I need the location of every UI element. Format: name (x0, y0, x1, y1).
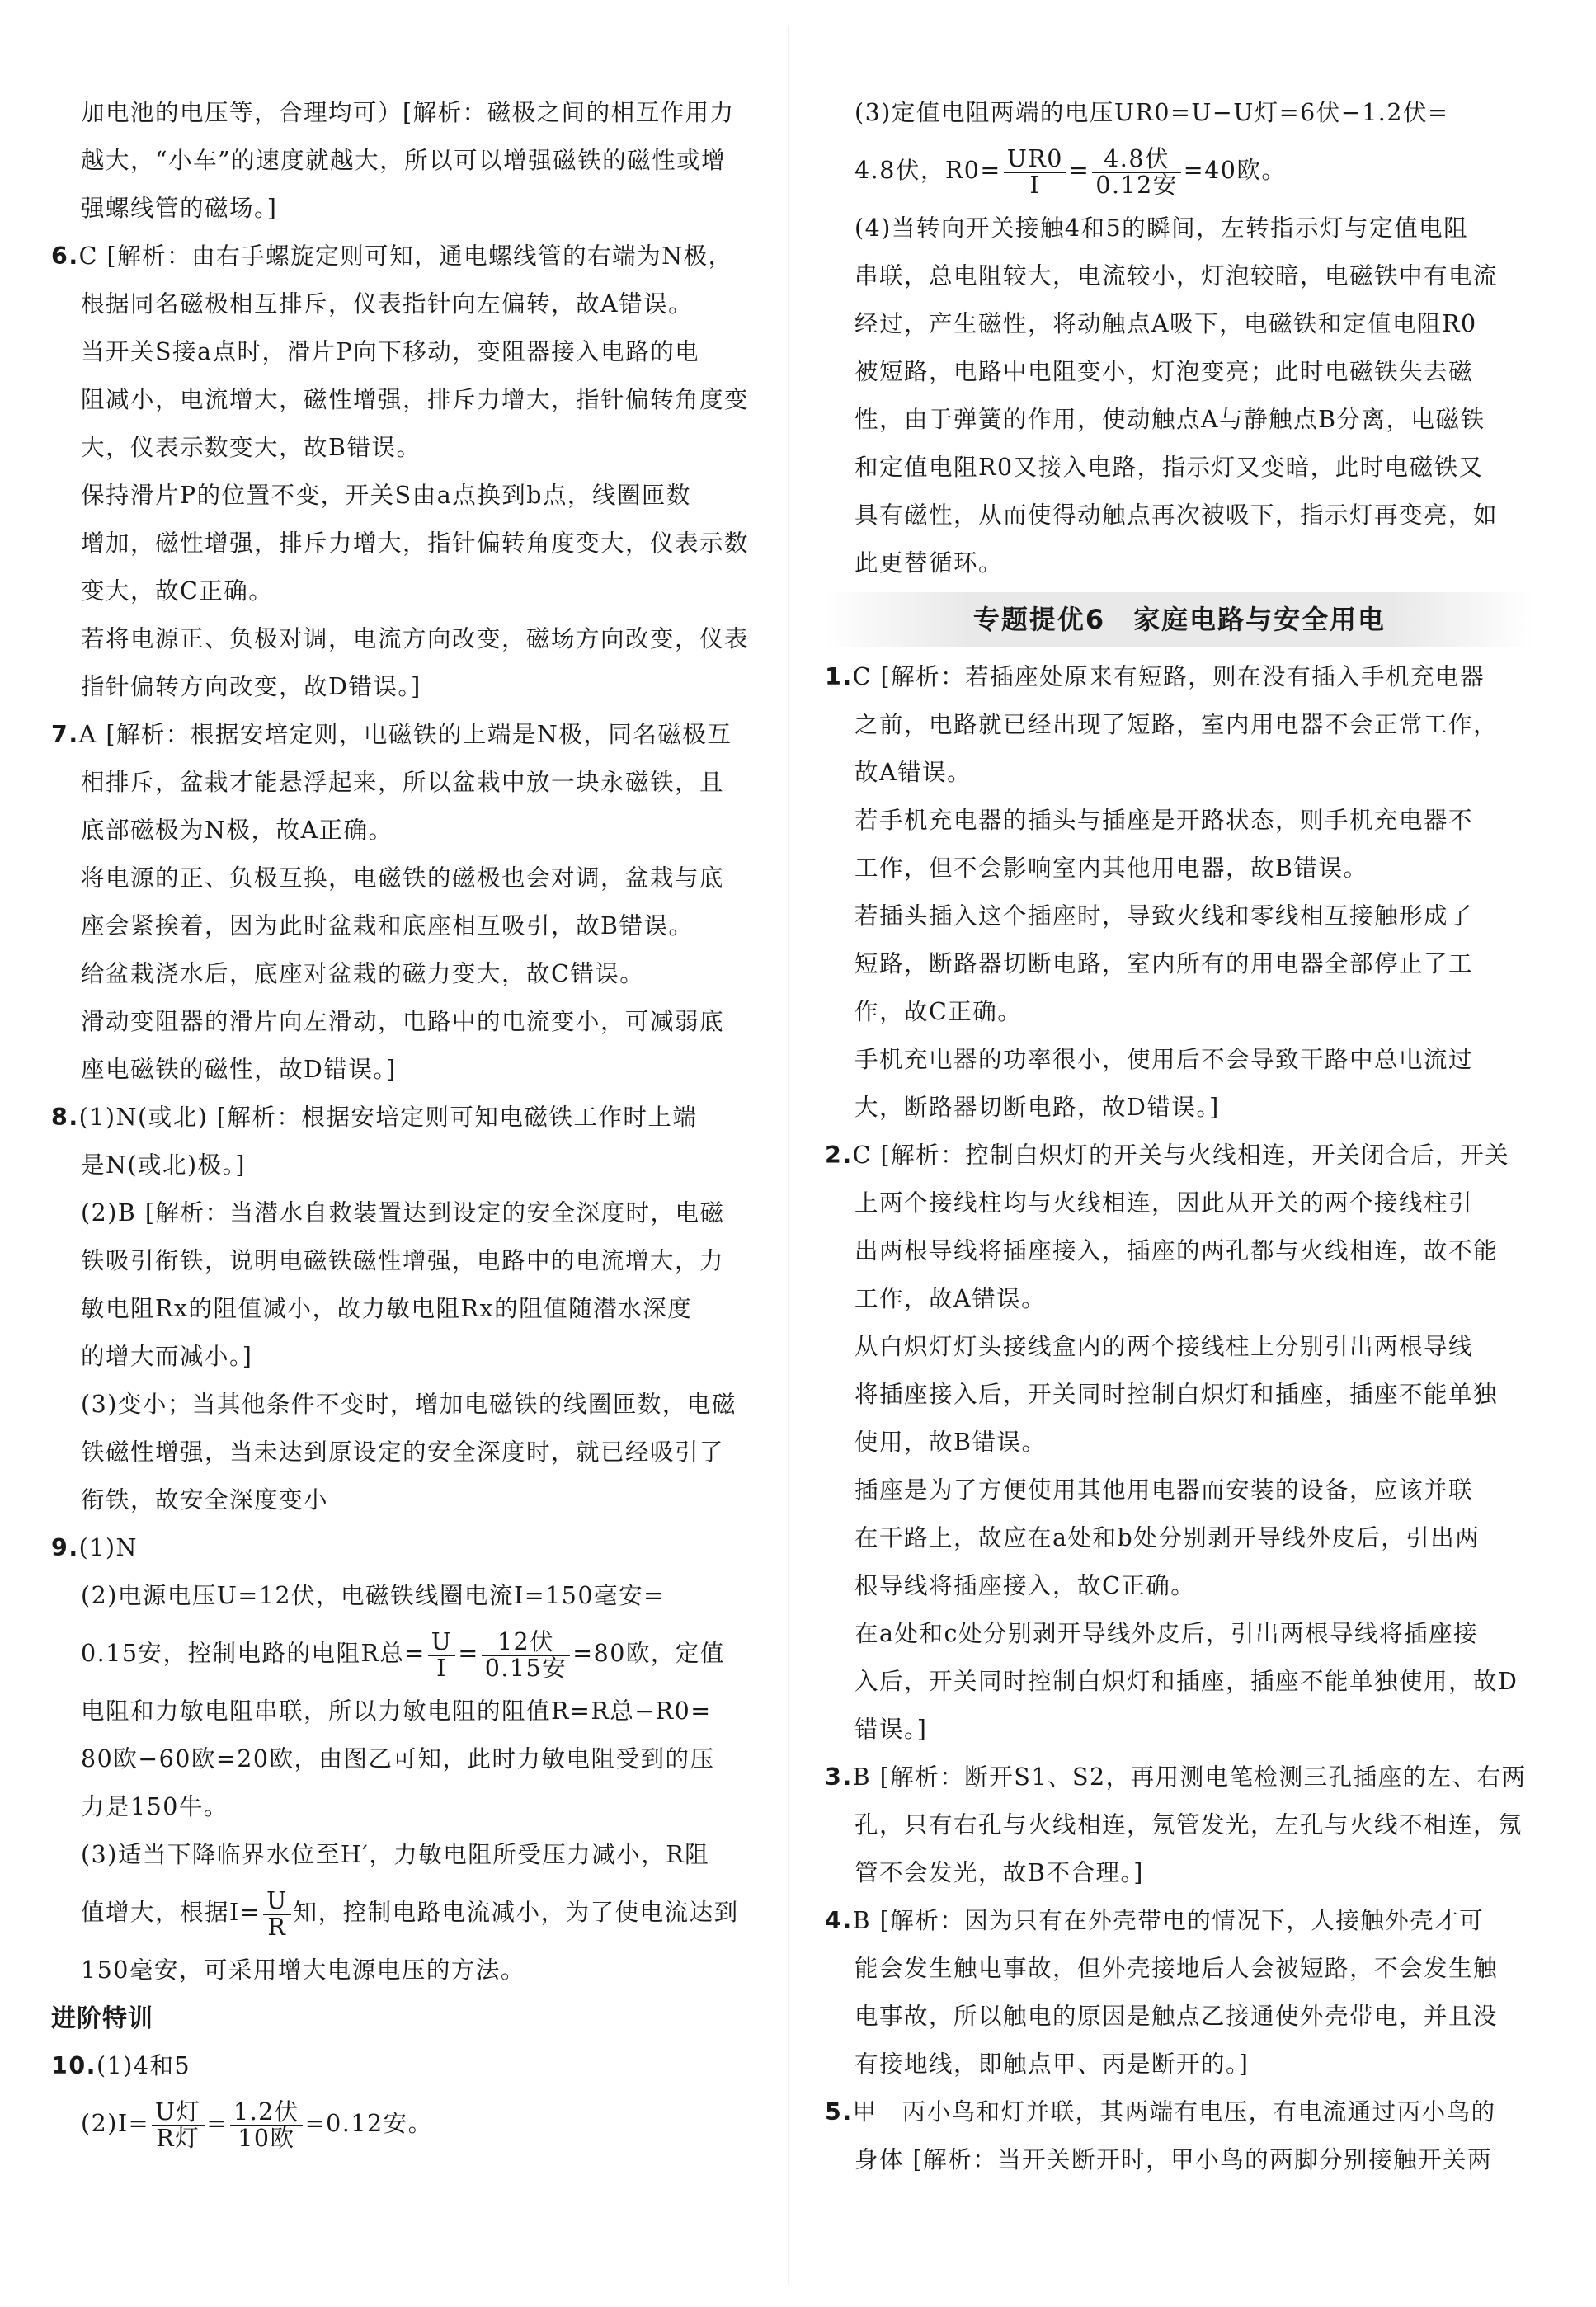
answer-line: 阻减小，电流增大，磁性增强，排斥力增大，指针偏转角度变 (81, 386, 750, 413)
question-number: 9. (51, 1534, 79, 1561)
answer-line: 故A错误。 (854, 759, 972, 786)
question-number: 3. (825, 1763, 853, 1791)
question-10-continued (825, 89, 1534, 587)
answer-line: 串联，总电阻较大，电流较小，灯泡较暗，电磁铁中有电流 (854, 262, 1499, 290)
answer-line: 80欧−60欧=20欧，由图乙可知，此时力敏电阻受到的压 (81, 1745, 715, 1773)
answer-line: 保持滑片P的位置不变，开关S由a点换到b点，线圈匝数 (81, 482, 691, 509)
formula-text: = (206, 2110, 228, 2137)
answer-line: (2)电源电压U=12伏，电磁铁线圈电流I=150毫安= (81, 1582, 665, 1609)
fraction-denominator: I (1029, 171, 1041, 199)
fraction (263, 1886, 291, 1941)
answer-line: 使用，故B错误。 (854, 1429, 1047, 1456)
question-7 (51, 711, 752, 1094)
answer-line: (3)变小；当其他条件不变时，增加电磁铁的线圈匝数，电磁 (81, 1391, 737, 1418)
cont-line: 强螺线管的磁场。] (81, 195, 278, 222)
question-number: 4. (825, 1907, 853, 1934)
topic-heading: 专题提优6 家庭电路与安全用电 (825, 592, 1534, 647)
answer-line: 指针偏转方向改变，故D错误。] (81, 673, 421, 700)
formula-text: =0.12安。 (304, 2110, 433, 2137)
answer-line: 相排斥，盆栽才能悬浮起来，所以盆栽中放一块永磁铁，且 (81, 769, 725, 796)
formula-text: 知，控制电路电流减小，为了使电流达到 (293, 1899, 739, 1926)
answer-line: 150毫安，可采用增大电源电压的方法。 (81, 1956, 525, 1984)
fraction-numerator: U (428, 1630, 456, 1656)
question-9 (51, 1524, 752, 1994)
fraction (1092, 144, 1180, 199)
answer-line: 根导线将插座接入，故C正确。 (854, 1572, 1196, 1599)
answer-line: 入后，开关同时控制白炽灯和插座，插座不能单独使用，故D (854, 1668, 1518, 1695)
answer-line: C [解析：由右手螺旋定则可知，通电螺线管的右端为N极， (78, 242, 733, 270)
answer-line: 管不会发光，故B不合理。] (854, 1859, 1144, 1886)
fraction-numerator: 4.8伏 (1092, 147, 1180, 173)
answer-line: 是N(或北)极。] (81, 1151, 247, 1179)
answer-line: 和定值电阻R0又接入电路，指示灯又变暗，此时电磁铁又 (854, 454, 1484, 481)
answer-line: 将插座接入后，开关同时控制白炽灯和插座，插座不能单独 (854, 1381, 1499, 1408)
answer-line: 从白炽灯灯头接线盒内的两个接线柱上分别引出两根导线 (854, 1333, 1474, 1360)
answer-line: 座会紧挨着，因为此时盆栽和底座相互吸引，故B错误。 (81, 912, 694, 939)
answer-line: (1)N(或北) [解析：根据安培定则可知电磁铁工作时上端 (78, 1104, 698, 1131)
fraction (230, 2097, 303, 2152)
formula-line (51, 1620, 752, 1688)
answer-line: 之前，电路就已经出现了短路，室内用电器不会正常工作， (854, 711, 1499, 738)
answer-line: (3)适当下降临界水位至H′，力敏电阻所受压力减小，R阻 (81, 1841, 710, 1868)
question-number: 5. (825, 2098, 853, 2126)
answer-line: 若将电源正、负极对调，电流方向改变，磁场方向改变，仪表 (81, 625, 750, 652)
formula-text: = (458, 1640, 479, 1667)
answer-line: 底部磁极为N极，故A正确。 (81, 817, 393, 844)
left-column (51, 89, 752, 2158)
answer-line: 将电源的正、负极互换，电磁铁的磁极也会对调，盆栽与底 (81, 864, 725, 892)
fraction-numerator: U (263, 1889, 291, 1915)
answer-line: (2)B [解析：当潜水自救装置达到设定的安全深度时，电磁 (81, 1199, 725, 1226)
answer-line: C [解析：若插座处原来有短路，则在没有插入手机充电器 (852, 663, 1485, 690)
fraction-numerator: UR0 (1004, 147, 1066, 173)
formula-line (51, 2090, 752, 2158)
answer-line: 若手机充电器的插头与插座是开路状态，则手机充电器不 (854, 807, 1474, 834)
answer-line: 工作，故A错误。 (854, 1285, 1047, 1312)
fraction-denominator: R灯 (156, 2124, 200, 2152)
question-number: 6. (51, 242, 79, 270)
answer-line: (1)4和5 (97, 2052, 191, 2079)
answer-line: 的增大而减小。] (81, 1343, 253, 1370)
answer-line: 当开关S接a点时，滑片P向下移动，变阻器接入电路的电 (81, 338, 700, 365)
formula-line (51, 1879, 752, 1947)
formula-text: =40欧。 (1183, 157, 1287, 184)
question-number: 2. (825, 1142, 853, 1169)
formula-line (825, 137, 1534, 205)
fraction-denominator: R (267, 1913, 287, 1941)
fraction (482, 1627, 570, 1682)
answer-line: 变大，故C正确。 (81, 577, 274, 605)
question-8 (51, 1094, 752, 1524)
question-r4 (825, 1897, 1534, 2088)
fraction-denominator: I (436, 1654, 447, 1682)
question-6 (51, 233, 752, 711)
answer-line: 上两个接线柱均与火线相连，因此从开关的两个接线柱引 (854, 1189, 1474, 1217)
right-column (825, 89, 1534, 2184)
answer-line: 力是150牛。 (81, 1793, 228, 1820)
fraction-numerator: 1.2伏 (230, 2100, 303, 2126)
answer-line: 作，故C正确。 (854, 998, 1023, 1025)
cont-line: 加电池的电压等，合理均可）[解析：磁极之间的相互作用力 (81, 99, 735, 126)
cont-line: 越大，“小车”的速度就越大，所以可以增强磁铁的磁性或增 (81, 147, 727, 174)
answer-line: 性，由于弹簧的作用，使动触点A与静触点B分离，电磁铁 (854, 406, 1485, 433)
formula-text: 值增大，根据I= (81, 1899, 261, 1926)
answer-line: (1)N (78, 1534, 138, 1561)
answer-line: 电事故，所以触电的原因是触点乙接通使外壳带电，并且没 (854, 2003, 1499, 2030)
answer-line: 此更替循环。 (854, 549, 1004, 577)
question-10 (51, 2042, 752, 2158)
answer-line: 若插头插入这个插座时，导致火线和零线相互接触形成了 (854, 902, 1474, 930)
answer-line: 在干路上，故应在a处和b处分别剥开导线外皮后，引出两 (854, 1524, 1481, 1551)
answer-line: 增加，磁性增强，排斥力增大，指针偏转角度变大，仪表示数 (81, 530, 750, 557)
answer-line: (3)定值电阻两端的电压UR0=U−U灯=6伏−1.2伏= (854, 99, 1449, 126)
answer-line: (4)当转向开关接触4和5的瞬间，左转指示灯与定值电阻 (854, 214, 1469, 242)
formula-text: =80欧，定值 (572, 1640, 725, 1667)
answer-line: 手机充电器的功率很小，使用后不会导致干路中总电流过 (854, 1046, 1474, 1073)
answer-line: A [解析：根据安培定则，电磁铁的上端是N极，同名磁极互 (78, 721, 732, 748)
answer-line: 大，仪表示数变大，故B错误。 (81, 434, 421, 461)
fraction-numerator: U灯 (152, 2100, 205, 2126)
question-r5 (825, 2088, 1534, 2184)
question-number: 8. (51, 1104, 79, 1131)
answer-line: 具有磁性，从而使得动触点再次被吸下，指示灯再变亮，如 (854, 501, 1499, 529)
answer-line: 甲 丙小鸟和灯并联，其两端有电压，有电流通过丙小鸟的 (852, 2098, 1496, 2126)
question-r1 (825, 653, 1534, 1132)
question-number: 7. (51, 721, 79, 748)
fraction-denominator: 0.12安 (1095, 171, 1178, 199)
answer-line: B [解析：因为只有在外壳带电的情况下，人接触外壳才可 (852, 1907, 1485, 1934)
fraction (1004, 144, 1066, 199)
answer-line: 插座是为了方便使用其他用电器而安装的设备，应该并联 (854, 1476, 1474, 1504)
answer-line: 在a处和c处分别剥开导线外皮后，引出两根导线将插座接 (854, 1620, 1478, 1647)
fraction (152, 2097, 205, 2152)
answer-line: 敏电阻Rx的阻值减小，故力敏电阻Rx的阻值随潜水深度 (81, 1295, 693, 1322)
answer-line: 铁磁性增强，当未达到原设定的安全深度时，就已经吸引了 (81, 1438, 725, 1466)
answer-line: 出两根导线将插座接入，插座的两孔都与火线相连，故不能 (854, 1237, 1499, 1264)
question-r3 (825, 1754, 1534, 1897)
answer-line: 孔，只有右孔与火线相连，氖管发光，左孔与火线不相连，氖 (854, 1811, 1523, 1839)
fraction-denominator: 0.15安 (484, 1654, 567, 1682)
answer-line: 经过，产生磁性，将动触点A吸下，电磁铁和定值电阻R0 (854, 310, 1477, 337)
fraction-denominator: 10欧 (238, 2124, 295, 2152)
formula-text: 4.8伏，R0= (854, 157, 1001, 184)
answer-line: 身体 [解析：当开关断开时，甲小鸟的两脚分别接触开关两 (854, 2146, 1493, 2173)
answer-line: B [解析：断开S1、S2，再用测电笔检测三孔插座的左、右两 (852, 1763, 1527, 1791)
answer-line: 能会发生触电事故，但外壳接地后人会被短路，不会发生触 (854, 1955, 1499, 1982)
answer-line: 短路，断路器切断电路，室内所有的用电器全部停止了工 (854, 950, 1474, 977)
answer-line: 铁吸引衔铁，说明电磁铁磁性增强，电路中的电流增大，力 (81, 1247, 725, 1274)
answer-line: 根据同名磁极相互排斥，仪表指针向左偏转，故A错误。 (81, 290, 694, 318)
answer-line: 电阻和力敏电阻串联，所以力敏电阻的阻值R=R总−R0= (81, 1697, 712, 1725)
answer-line: 衔铁，故安全深度变小 (81, 1486, 329, 1514)
fraction (428, 1627, 456, 1682)
question-r2 (825, 1132, 1534, 1754)
answer-line: 座电磁铁的磁性，故D错误。] (81, 1056, 397, 1083)
answer-line: 有接地线，即触点甲、丙是断开的。] (854, 2050, 1250, 2078)
answer-line: 给盆栽浇水后，底座对盆栽的磁力变大，故C错误。 (81, 960, 645, 987)
answer-line: 大，断路器切断电路，故D错误。] (854, 1094, 1220, 1121)
answer-line: 工作，但不会影响室内其他用电器，故B错误。 (854, 855, 1368, 882)
answer-line: C [解析：控制白炽灯的开关与火线相连，开关闭合后，开关 (852, 1142, 1510, 1169)
answer-line: 滑动变阻器的滑片向左滑动，电路中的电流变小，可减弱底 (81, 1008, 725, 1035)
formula-text: 0.15安，控制电路的电阻R总= (81, 1640, 426, 1667)
column-divider (788, 25, 789, 2285)
answer-line: 错误。] (854, 1716, 928, 1743)
question-number: 10. (51, 2052, 97, 2079)
question-number: 1. (825, 663, 853, 690)
formula-text: = (1068, 157, 1090, 184)
section-heading: 进阶特训 (51, 2004, 153, 2033)
fraction-numerator: 12伏 (482, 1630, 570, 1656)
answer-line: 被短路，电路中电阻变小，灯泡变亮；此时电磁铁失去磁 (854, 358, 1474, 385)
formula-text: (2)I= (81, 2110, 150, 2137)
